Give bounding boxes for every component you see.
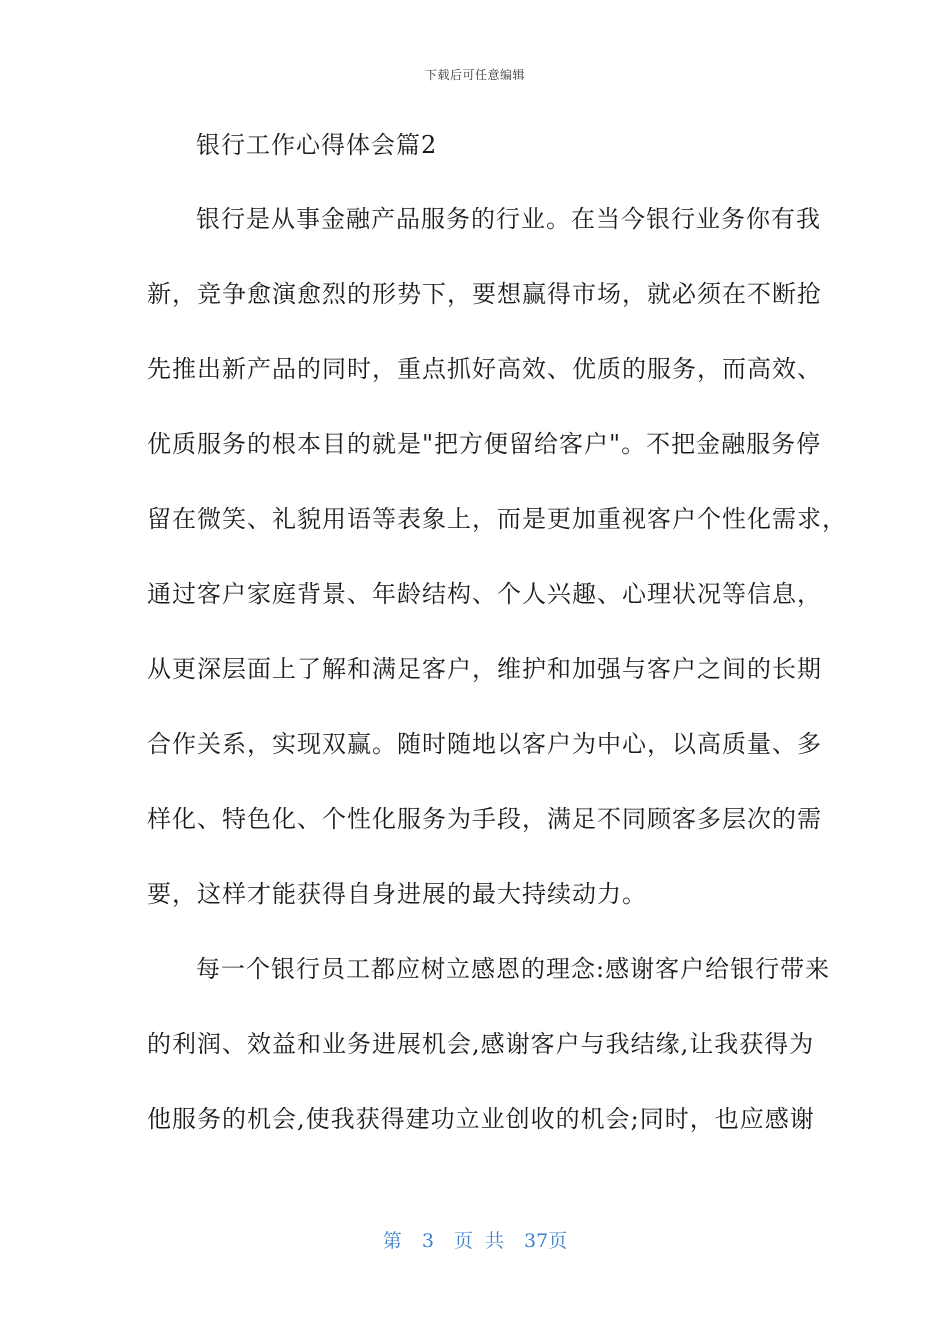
paragraph-line: 从更深层面上了解和满足客户，维护和加强与客户之间的长期 [147,655,822,683]
page-label-mid: 页 共 [453,1230,504,1252]
paragraph-line: 要，这样才能获得自身进展的最大持续动力。 [147,880,647,908]
page-label-prefix: 第 [382,1230,402,1252]
paragraph-line: 先推出新产品的同时，重点抓好高效、优质的服务，而高效、 [147,355,822,383]
page-footer [0,1226,950,1253]
paragraph-line: 留在微笑、礼貌用语等表象上，而是更加重视客户个性化需求， [147,505,847,533]
paragraph-line: 新，竞争愈演愈烈的形势下，要想赢得市场，就必须在不断抢 [147,280,822,308]
total-pages: 37页 [524,1230,568,1252]
header-note: 下载后可任意编辑 [424,68,525,82]
paragraph-line: 优质服务的根本目的就是"把方便留给客户"。不把金融服务停 [147,430,822,458]
paragraph-line: 的利润、效益和业务进展机会,感谢客户与我结缘,让我获得为 [147,1030,815,1058]
paragraph-line: 他服务的机会,使我获得建功立业创收的机会;同时，也应感谢 [147,1105,815,1133]
paragraph-line: 银行是从事金融产品服务的行业。在当今银行业务你有我 [196,205,821,233]
paragraph-line: 通过客户家庭背景、年龄结构、个人兴趣、心理状况等信息， [147,580,822,608]
current-page-number: 3 [421,1230,434,1252]
document-title: 银行工作心得体会篇2 [196,131,438,159]
paragraph-line: 每一个银行员工都应树立感恩的理念:感谢客户给银行带来 [196,955,831,983]
paragraph-line: 合作关系，实现双赢。随时随地以客户为中心，以高质量、多 [147,730,822,758]
paragraph-line: 样化、特色化、个性化服务为手段，满足不同顾客多层次的需 [147,805,822,833]
